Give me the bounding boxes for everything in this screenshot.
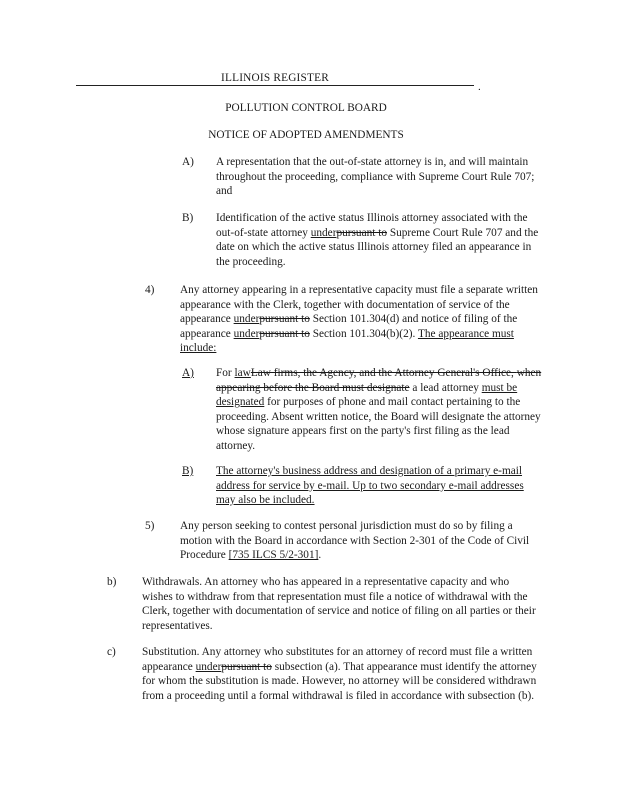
text-run: Section 101.304(d) and notice of filing of the appearance [180, 313, 518, 340]
item-label-a4B: B) [182, 465, 194, 477]
inserted-text: The appearance must include: [180, 327, 514, 355]
text-run: For [216, 367, 235, 379]
header-rule [76, 85, 474, 86]
paragraph-text: A representation that the out-of-state attorney is in, and will maintain throughout the proceeding, compliance with Supreme Court Rule 707; and [216, 156, 535, 198]
text-run: Any attorney appearing in a representative capacity must file a separate written appearance with the Clerk, together with documentation of service of the appearance [180, 284, 538, 326]
inserted-text: [735 ILCS 5/2-301] [228, 549, 319, 562]
paragraph-a3B [216, 211, 546, 269]
text-run: Any person seeking to contest personal jurisdiction must do so by filing a motion with the Board in accordance with Section 2-301 of the Code of Civil Procedure [180, 520, 530, 562]
text-run: Identification of the active status Illinois attorney associated with the out-of-state attorney [216, 212, 528, 239]
paragraph-text: Withdrawals. An attorney who has appeared in a representative capacity and who wishes to withdraw from that representation must file a notice of withdrawal with the Clerk, together with documentation of service and notice of filing on all parties or their representatives. [142, 576, 536, 632]
paragraph-a4A [216, 366, 550, 454]
register-title: ILLINOIS REGISTER [221, 72, 329, 84]
paragraph-c [142, 645, 542, 703]
deleted-text: Law firms, the Agency, and the Attorney General's Office, [250, 367, 517, 379]
text-run: a lead attorney [409, 381, 482, 394]
inserted-text: under [233, 313, 260, 326]
item-label-c: c) [107, 646, 116, 658]
item-label-a3B: B) [182, 212, 194, 224]
item-label-a3A: A) [182, 156, 194, 168]
item-label-b: b) [107, 576, 117, 588]
notice-title: NOTICE OF ADOPTED AMENDMENTS [208, 129, 404, 141]
paragraph-b [142, 575, 542, 633]
text-run: Supreme Court Rule 707 and the date on which the active status Illinois attorney filed an appearance in the proceeding. [216, 226, 539, 268]
inserted-text: The attorney's business address and designation of a primary e-mail address for service by e-mail. Up to two secondary e-mail addresses may also be included. [216, 465, 524, 507]
text-run: Substitution. Any attorney who substitutes for an attorney of record must file a written appearance [142, 646, 533, 673]
item-label-a5: 5) [145, 520, 155, 532]
header-trailing-mark: . [478, 81, 481, 93]
board-name: POLLUTION CONTROL BOARD [225, 102, 387, 114]
paragraph-a4 [180, 283, 546, 356]
paragraph-a5 [180, 519, 540, 563]
inserted-text: under [233, 327, 260, 340]
text-run: subsection (a). That appearance must identify the attorney for whom the substitution is made. However, no attorney will be considered withdrawn from a proceeding until a formal withdrawal is filed in accordance with subsection (b). [142, 660, 537, 702]
item-label-a4: 4) [145, 284, 155, 296]
deleted-text: pursuant to [259, 327, 310, 340]
paragraph-a4B [216, 464, 536, 508]
item-label-a4A: A) [182, 367, 194, 379]
deleted-text: pursuant to [221, 660, 272, 673]
paragraph-a3A [216, 155, 546, 199]
inserted-text: under [310, 226, 337, 239]
inserted-text: under [195, 660, 222, 673]
inserted-text: must be designated [216, 381, 518, 409]
deleted-text: when appearing before the Board must designate [216, 367, 542, 394]
deleted-text: pursuant to [336, 226, 387, 239]
deleted-text: pursuant to [259, 313, 310, 326]
inserted-text: law [234, 367, 251, 379]
text-run: Section 101.304(b)(2). [309, 327, 418, 340]
text-run: . [318, 549, 322, 562]
text-run: for purposes of phone and mail contact pertaining to the proceeding. Absent written notice, the Board will designate the attorney whose signature appears first on the party's first filing as the lead attorney. [216, 396, 541, 452]
